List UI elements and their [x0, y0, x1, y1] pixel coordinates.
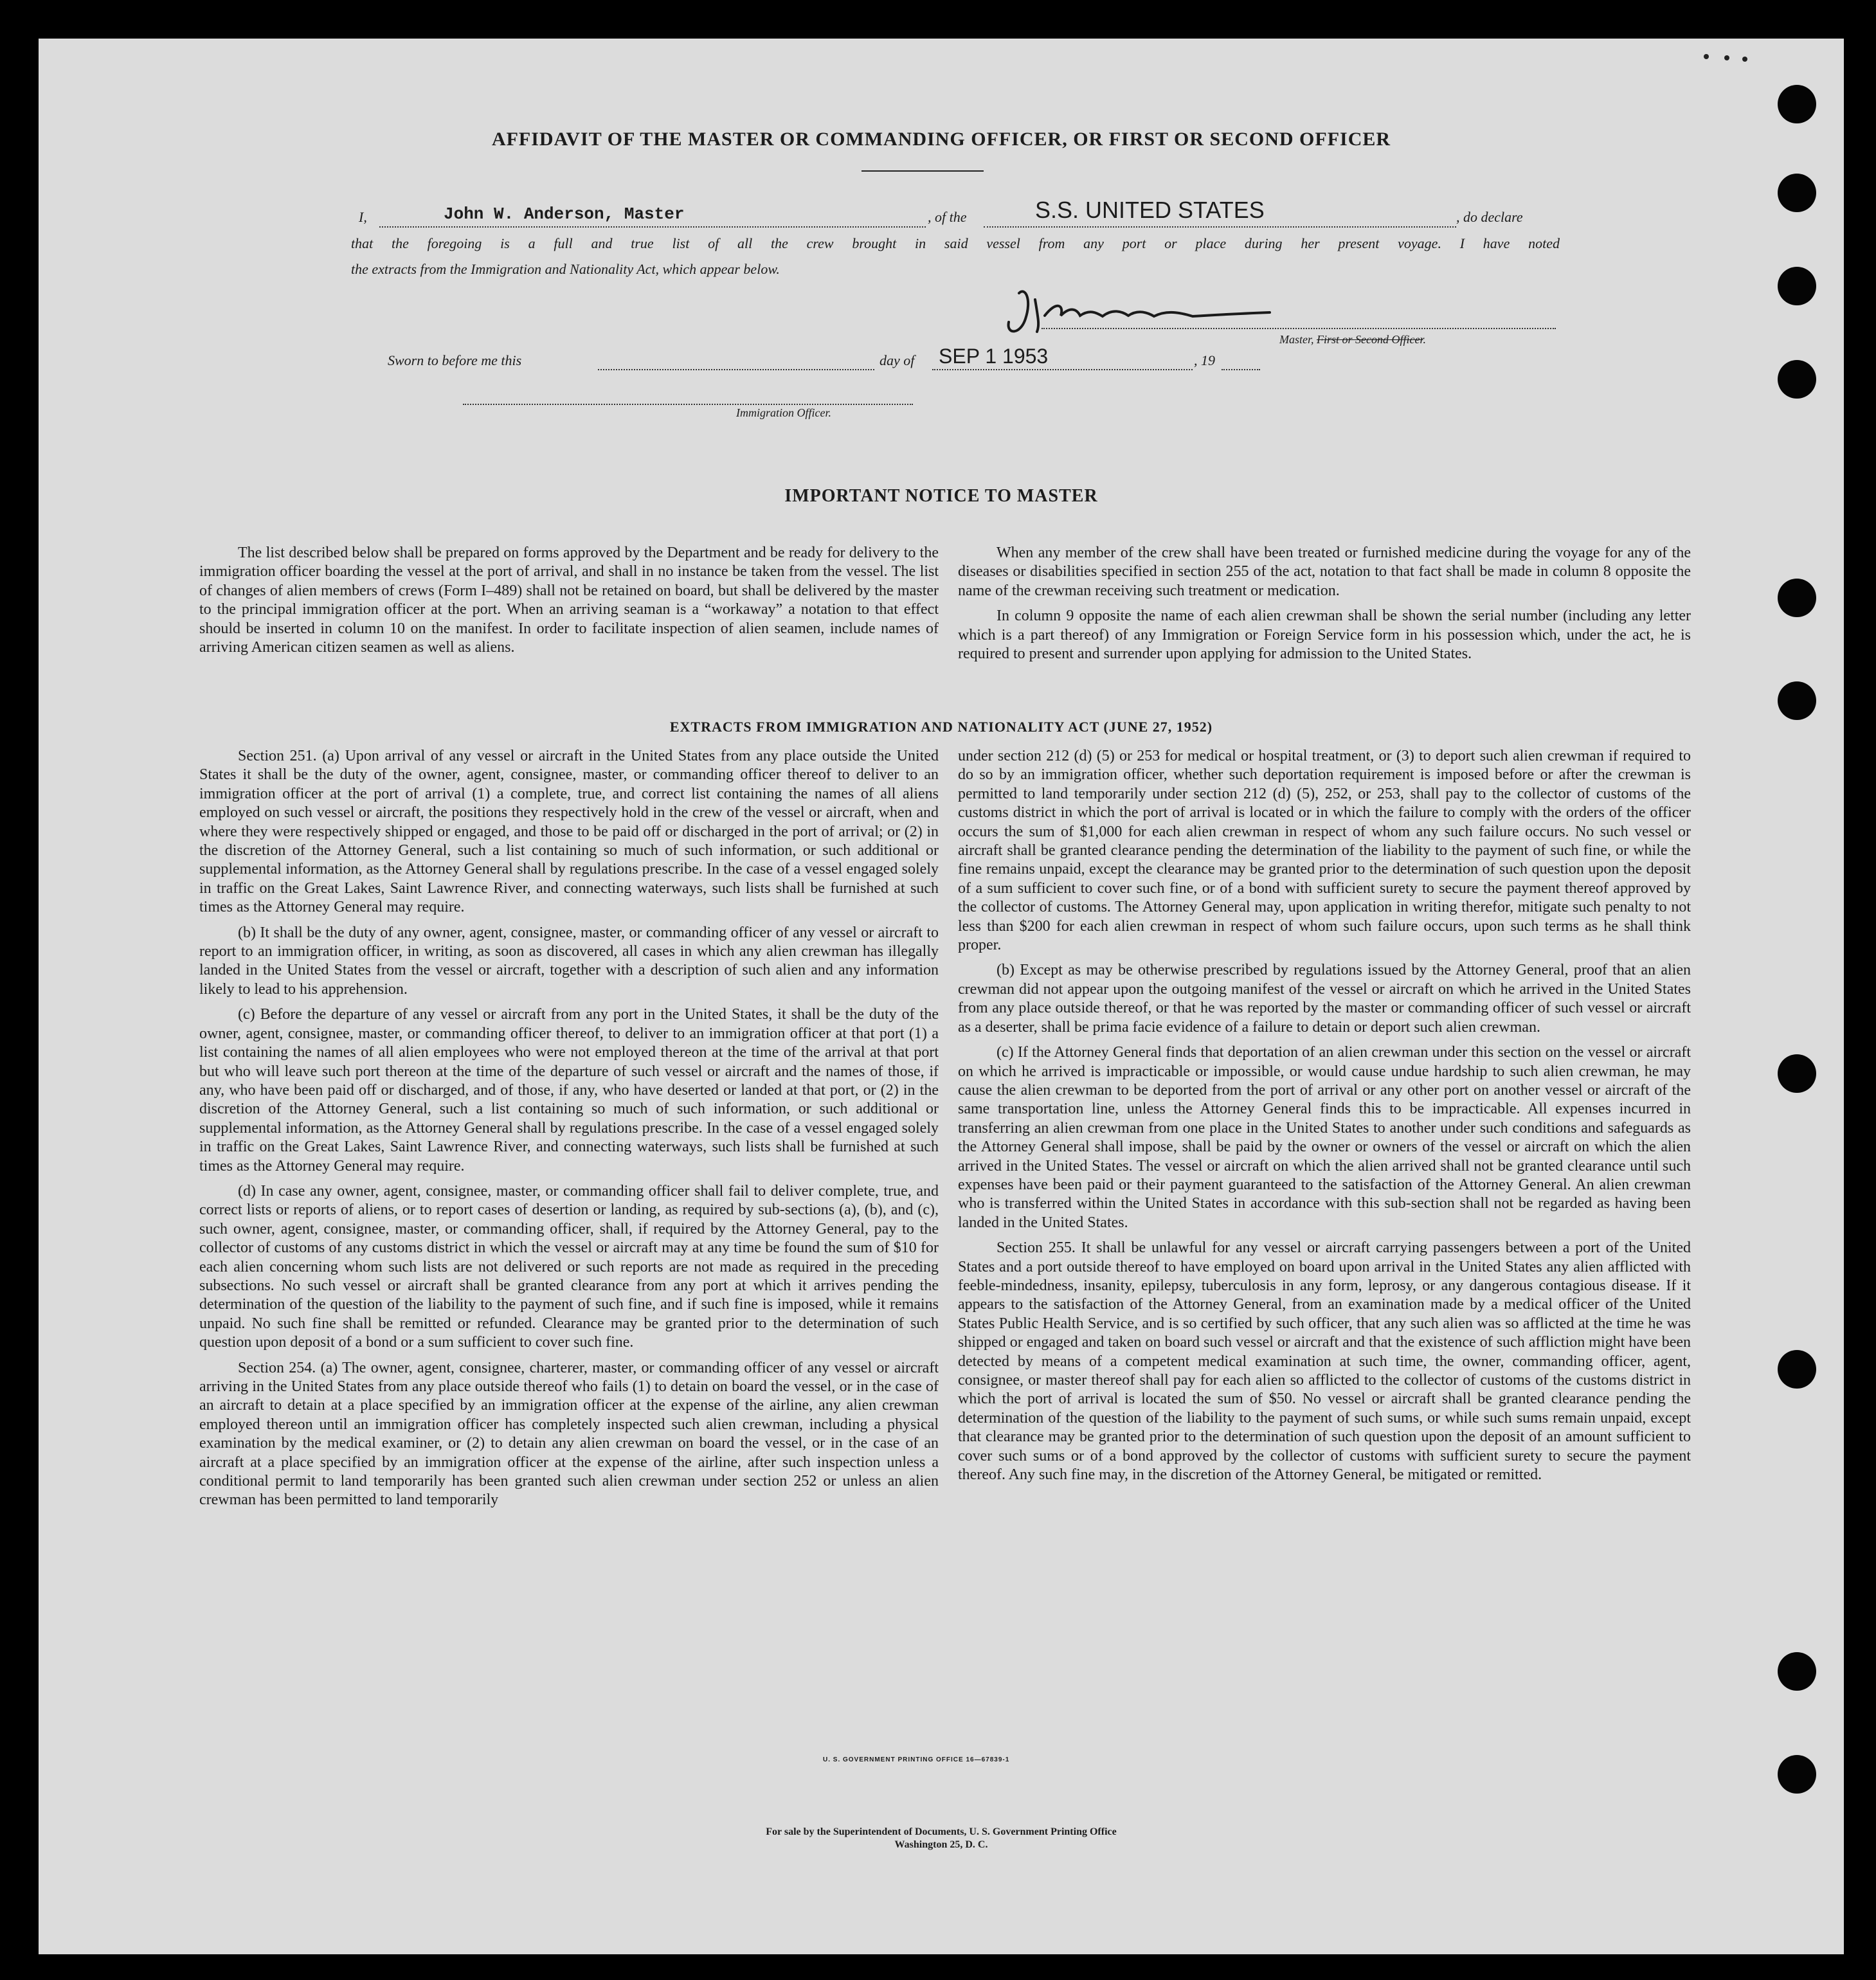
section-254-b: (b) Except as may be otherwise prescribed by regulations issued by the Attorney General, proof that an alien crewman did not appear upon the outgoing manifest of the vessel or aircraft on which he arrived in the United States from any place outside thereof, or that he was reported by the master or commanding officer of such vessel or aircraft as a deserter, shall be prima facie evidence of a failure to detain or deport such alien crewman. — [958, 962, 1691, 1036]
speck — [1742, 57, 1747, 62]
punch-hole — [1778, 267, 1816, 305]
date-stamp: SEP 1 1953 — [939, 345, 1049, 368]
punch-hole — [1778, 1755, 1816, 1794]
section-255: Section 255. It shall be unlawful for any vessel or aircraft carrying passengers between a port of the United States and a port outside thereof to have employed on board upon arrival in the United States any alien afflicted with feeble-mindedness, insanity, epilepsy, tuberculosis in any form, leprosy, or any dangerous contagious disease. If it appears to the satisfaction of the Attorney General, from an examination made by a medical officer of the United States Public Health Service, and is so certified by such officer, that any such alien was so afflicted at the time he was shipped or engaged and taken on board such vessel or aircraft and that the existence of such affliction might have been detected by means of a competent medical examination at such time, the owner, commanding officer, agent, consignee, or master thereof shall pay for each alien so afflicted to the collector of customs of the customs district in which the port of arrival is located the sum of $50. No vessel or aircraft shall be granted clearance pending the determination of the question of the liability to the payment of such sums, or while such sums remain unpaid, except that clearance may be granted prior to the determination of such question upon the deposit of an amount sufficient to cover such sums or of a bond approved by the collector of customs with sufficient surety to secure the payment thereof. Any such fine may, in the discretion of the Attorney General, be mitigated or remitted. — [958, 1239, 1691, 1484]
punch-hole — [1778, 681, 1816, 720]
of-the-label: , of the — [928, 209, 967, 225]
section-251-b: (b) It shall be the duty of any owner, agent, consignee, master, or commanding officer of any vessel or aircraft to report to an immigration officer, in writing, as soon as discovered, all cases in which any alien crewman has illegally landed in the United States from the vessel or aircraft, together with a description of such alien and any information likely to lead to his apprehension. — [199, 924, 939, 998]
footer-line-1: For sale by the Superintendent of Documents, U. S. Government Printing Office — [766, 1826, 1117, 1837]
notice-left-column — [199, 544, 939, 663]
officer-line — [463, 402, 913, 405]
notice-right-paragraph-1: When any member of the crew shall have been treated or furnished medicine during the voyage for any of the diseases or disabilities specified in section 255 of the act, notation to that fact shall be made in column 8 opposite the name of the crewman receiving such treatment or medication. — [958, 544, 1691, 599]
section-251-c: (c) Before the departure of any vessel or aircraft from any port in the United States, it shall be the duty of the owner, agent, consignee, master, or commanding officer thereof, to deliver to an immigration officer at that port (1) a list containing the names of all alien employees who were not employed thereon at the time of the arrival at that port but who will leave such port thereon at the time of the departure of such vessel or aircraft and the names of those, if any, who have been paid off or discharged, and of those, if any, who have deserted or landed at that port, or (2) in the discretion of the Attorney General, such a list containing so much of such information, or such additional or supplemental information, as the Attorney General shall by regulations prescribe. In the case of a vessel engaged solely in traffic on the Great Lakes, Saint Lawrence River, and connecting waterways, such lists shall be furnished at such times as the Attorney General may require. — [199, 1006, 939, 1174]
punch-hole — [1778, 1652, 1816, 1691]
punch-hole — [1778, 1350, 1816, 1389]
declaration-line-2: the extracts from the Immigration and Nationality Act, which appear below. — [351, 261, 780, 277]
extracts-title: EXTRACTS FROM IMMIGRATION AND NATIONALITY ACT (JUNE 27, 1952) — [669, 719, 1213, 735]
vessel-line — [984, 225, 1456, 228]
punch-hole — [1778, 1054, 1816, 1093]
immigration-officer-caption: Immigration Officer. — [736, 406, 831, 419]
notice-right-column — [958, 544, 1691, 670]
footer-line-2: Washington 25, D. C. — [894, 1839, 988, 1850]
declaration-line-1: that the foregoing is a full and true list of all the crew brought in said vessel from any port or place during her present voyage. I have noted — [351, 235, 1560, 251]
section-251-d: (d) In case any owner, agent, consignee, master, or commanding officer shall fail to deliver complete, true, and correct lists or reports of aliens, or to report cases of desertion or landing, as required by sub-sections (a), (b), and (c), such owner, agent, consignee, master, or commanding officer, shall, if required by the Attorney General, pay to the collector of customs of any customs district in which the vessel or aircraft may at any time be found the sum of $10 for each alien concerning whom such lists are not delivered or such reports are not made as required in the preceding subsections. No such vessel or aircraft shall be granted clearance from any port at which it arrives pending the determination of the question of the liability to the payment of such fine, and if such fine is imposed, while it remains unpaid. No such fine shall be remitted or refunded. Clearance may be granted prior to the determination of such question upon deposit of a bond or a sum sufficient to cover such fine. — [199, 1182, 939, 1351]
signature-caption — [1279, 333, 1426, 346]
day-of-label: day of — [879, 352, 915, 368]
caption-master: Master, — [1279, 333, 1314, 346]
sworn-label: Sworn to before me this — [388, 352, 522, 368]
extracts-right-column — [958, 747, 1691, 1491]
caption-period: . — [1423, 333, 1426, 346]
vessel-name: S.S. UNITED STATES — [1035, 197, 1265, 223]
section-251-a: Section 251. (a) Upon arrival of any vessel or aircraft in the United States from any place outside the United States it shall be the duty of the owner, agent, consignee, master, or commanding officer thereof to deliver to an immigration officer at the port of arrival (1) a complete, true, and correct list containing the names of all aliens employed on such vessel or aircraft, the positions they respectively hold in the crew of the vessel or aircraft, when and where they were respectively shipped or engaged, and those to be paid off or discharged in the port of arrival; or (2) in the discretion of the Attorney General, such a list containing so much of such information, or such additional or supplemental information, as the Attorney General shall by regulations prescribe. In the case of a vessel engaged solely in traffic on the Great Lakes, Saint Lawrence River, and connecting waterways, such lists shall be furnished at such times as the Attorney General may require. — [199, 748, 939, 916]
punch-hole — [1778, 174, 1816, 212]
master-name: John W. Anderson, Master — [444, 204, 685, 224]
punch-hole — [1778, 360, 1816, 399]
name-line — [379, 225, 926, 228]
title-rule — [861, 170, 984, 172]
section-254-a-start: Section 254. (a) The owner, agent, consignee, charterer, master, or commanding officer of any vessel or aircraft arriving in the United States from any place outside thereof who fails (1) to detain on board the vessel, or in the case of an aircraft to detain at a place specified by an immigration officer at the expense of the airline, any alien crewman employed thereon until an immigration officer has completely inspected such alien crewman, including a physical examination by the medical examiner, or (2) to detain any alien crewman on board the vessel, or in the case of an aircraft at a place specified by an immigration officer at the expense of the airline, after such inspection unless a conditional permit to land temporarily has been granted such alien crewman under section 252 or unless an alien crewman has been permitted to land temporarily — [199, 1359, 939, 1509]
speck — [1704, 54, 1709, 59]
notice-title: IMPORTANT NOTICE TO MASTER — [784, 486, 1098, 506]
extracts-left-column — [199, 747, 939, 1516]
sworn-day-line — [598, 368, 874, 370]
year-label: , 19 — [1194, 352, 1215, 368]
punch-hole — [1778, 579, 1816, 617]
do-declare-label: , do declare — [1456, 209, 1523, 225]
master-signature — [1000, 280, 1283, 345]
notice-right-paragraph-2: In column 9 opposite the name of each alien crewman shall be shown the serial number (including any letter which is a part thereof) of any Immigration or Foreign Service form in his possession which, under the act, he is required to present and surrender upon applying for admission to the United States. — [958, 608, 1691, 663]
form-sheet — [39, 39, 1844, 1954]
section-254-a-continued: under section 212 (d) (5) or 253 for medical or hospital treatment, or (3) to deport such alien crewman if required to do so by an immigration officer, whether such deportation requirement is imposed before or after the crewman is permitted to land temporarily under section 212 (d) (5), 252, or 253, shall pay to the collector of customs of the customs district in which the port of arrival is located or in which the failure to comply with the orders of the officer occurs the sum of $1,000 for each alien crewman in respect of whom any such failure occurs. No such vessel or aircraft shall be granted clearance pending the determination of the liability to the payment of such fine, or while the fine remains unpaid, except the clearance may be granted prior to the determination of such question upon the deposit of a sum sufficient to cover such fine, or of a bond with sufficient surety to secure the payment thereof approved by the collector of customs. The Attorney General may, upon application in writing therefor, mitigate such penalty to not less than $200 for each alien crewman in respect of whom such failure occurs, upon such terms as he shall think proper. — [958, 748, 1691, 954]
printer-line: U. S. GOVERNMENT PRINTING OFFICE 16—67839-1 — [823, 1756, 1010, 1763]
caption-struck-officer: First or Second Officer — [1317, 333, 1423, 346]
notice-left-paragraph: The list described below shall be prepared on forms approved by the Department and be ready for delivery to the immigration officer boarding the vessel at the port of arrival, and shall in no instance be taken from the vessel. The list of changes of alien members of crews (Form I–489) shall not be retained on board, but shall be delivered by the master to the principal immigration officer at the port. When an arriving seaman is a “workaway” a notation to that effect should be inserted in column 10 on the manifest. In order to facilitate inspection of alien seamen, include names of arriving American citizen seamen as well as aliens. — [199, 544, 939, 656]
signature-line — [1042, 327, 1556, 329]
section-254-c: (c) If the Attorney General finds that deportation of an alien crewman under this section on the vessel or aircraft on which he arrived is impracticable or impossible, or would cause undue hardship to such alien crewman, he may cause the alien crewman to be deported from the port of arrival or any other port on another vessel or aircraft of the same transportation line, unless the Attorney General finds this to be impracticable. All expenses incurred in transferring an alien crewman from one place in the United States to another under such conditions and safeguards as the Attorney General shall impose, shall be paid by the owner or owners of the vessel or aircraft on which the alien arrived in the United States. The vessel or aircraft on which the alien arrived shall not be granted clearance until such expenses have been paid or their payment guaranteed to the satisfaction of the Attorney General. An alien crewman who is transferred within the United States in accordance with this sub-section shall not be regarded as having been landed in the United States. — [958, 1044, 1691, 1231]
speck — [1724, 55, 1729, 60]
punch-hole — [1778, 85, 1816, 123]
year-line — [1222, 368, 1260, 370]
affidavit-title: AFFIDAVIT OF THE MASTER OR COMMANDING OFFICER, OR FIRST OR SECOND OFFICER — [491, 129, 1391, 150]
i-label: I, — [359, 209, 367, 225]
